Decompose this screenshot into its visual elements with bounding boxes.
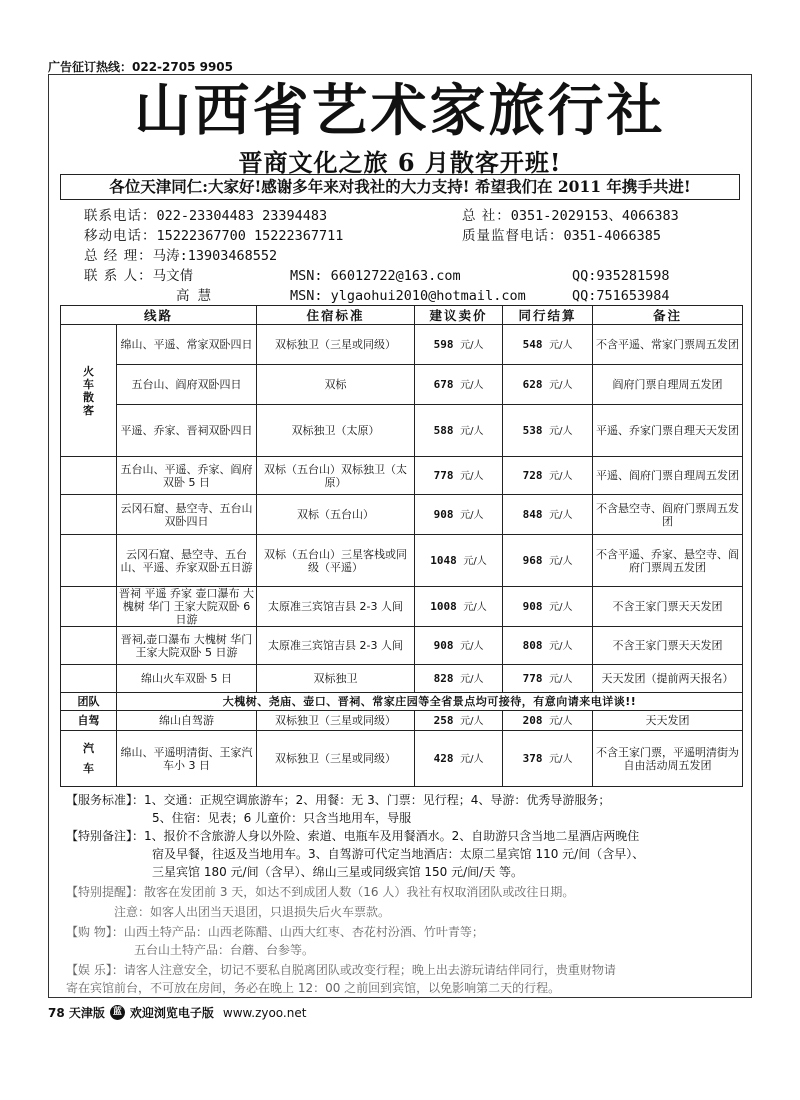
price-unit: 元/人 (460, 379, 484, 391)
net-cell (503, 665, 593, 693)
table-row (61, 535, 743, 587)
note-cell: 不含王家门票，平遥明清街为自由活动周五发团 (593, 731, 743, 787)
table-row (61, 457, 743, 495)
table-row (61, 405, 743, 457)
hotel-cell: 双标独卫（三星或同级） (257, 731, 415, 787)
price-cell-value: 1008 (430, 599, 457, 613)
contact-1-msn: MSN: 66012722@163.com (290, 268, 461, 284)
price-cell (415, 711, 503, 731)
price-unit: 元/人 (549, 470, 573, 482)
group-row (61, 693, 743, 711)
route-cell: 五台山、平遥、乔家、阎府双卧 5 日 (117, 457, 257, 495)
gm-line: 总 经 理：马涛:13903468552 (84, 248, 278, 264)
net-cell (503, 457, 593, 495)
note-cell: 不含王家门票天天发团 (593, 587, 743, 627)
col-route: 线路 (61, 306, 257, 325)
entertainment-note-1: 【娱 乐】：请客人注意安全，切记不要私自脱离团队或改变行程；晚上出去游玩请结伴同行，贵重财物请 (66, 963, 616, 977)
train-label-char: 车 (83, 377, 94, 391)
self-drive-label: 自驾 (61, 711, 117, 731)
route-price-table (60, 305, 743, 787)
note-cell: 天天发团（提前两天报名） (593, 665, 743, 693)
price-unit: 元/人 (463, 555, 487, 567)
contact-person-2: 高 慧 (176, 288, 212, 304)
route-cell: 绵山火车双卧 5 日 (117, 665, 257, 693)
route-cell: 绵山自驾游 (117, 711, 257, 731)
price-unit: 元/人 (549, 601, 573, 613)
route-cell: 平遥、乔家、晋祠双卧四日 (117, 405, 257, 457)
price-unit: 元/人 (549, 509, 573, 521)
price-unit: 元/人 (549, 425, 573, 437)
price-unit: 元/人 (463, 601, 487, 613)
train-label-char: 火 (83, 364, 94, 378)
price-cell-value: 258 (433, 713, 454, 727)
phone-line: 联系电话：022-23304483 23394483 (84, 208, 328, 224)
note-cell: 天天发团 (593, 711, 743, 731)
net-cell-value: 548 (522, 337, 543, 351)
price-unit: 元/人 (460, 673, 484, 685)
route-cell: 五台山、阎府双卧四日 (117, 365, 257, 405)
price-unit: 元/人 (460, 339, 484, 351)
price-unit: 元/人 (460, 753, 484, 765)
empty-category-cell (61, 535, 117, 587)
note-cell: 平遥、乔家门票自理天天发团 (593, 405, 743, 457)
special-reminder-1: 【特别提醒】：散客在发团前 3 天，如达不到成团人数（16 人）我社有权取消团队或改往日期。 (66, 885, 575, 899)
price-cell-value: 1048 (430, 553, 457, 567)
net-cell-value: 538 (522, 423, 543, 437)
contact-person-1: 联 系 人：马文倩 (84, 268, 194, 284)
subtitle: 晋商文化之旅 6 月散客开班! (238, 148, 562, 177)
contact-2-qq: QQ:751653984 (572, 288, 670, 304)
note-cell: 阎府门票自理周五发团 (593, 365, 743, 405)
service-standard-1: 【服务标准】：1、交通：正规空调旅游车；2、用餐：无 3、门票：见行程；4、导游：优秀导游服务； (66, 793, 611, 807)
hotel-cell: 双标（五台山）双标独卫（太原） (257, 457, 415, 495)
empty-category-cell (61, 627, 117, 665)
route-cell: 绵山、平遥明清街、王家汽车小 3 日 (117, 731, 257, 787)
empty-category-cell (61, 665, 117, 693)
special-note-1: 【特别备注】：1、报价不含旅游人身以外险、索道、电瓶车及用餐酒水。2、自助游只含当地二星酒店两晚住 (66, 829, 640, 843)
net-cell-value: 378 (522, 751, 543, 765)
contact-2-msn: MSN: ylgaohui2010@hotmail.com (290, 288, 526, 304)
bus-label-char: 车 (83, 761, 94, 775)
note-cell: 不含平遥、常家门票周五发团 (593, 325, 743, 365)
net-cell-value: 808 (522, 638, 543, 652)
route-cell: 晋祠,壶口瀑布 大槐树 华门王家大院双卧 5 日游 (117, 627, 257, 665)
price-unit: 元/人 (549, 673, 573, 685)
price-cell (415, 731, 503, 787)
net-cell (503, 587, 593, 627)
special-reminder-2: 注意：如客人出团当天退团，只退损失后火车票款。 (114, 905, 391, 919)
price-unit: 元/人 (460, 470, 484, 482)
price-unit: 元/人 (549, 715, 573, 727)
blue-logo-icon: 蓝 (110, 1005, 125, 1020)
net-cell-value: 728 (522, 468, 543, 482)
empty-category-cell (61, 495, 117, 535)
hotel-cell: 双标独卫（三星或同级） (257, 711, 415, 731)
price-unit: 元/人 (460, 425, 484, 437)
table-row (61, 587, 743, 627)
train-category-cell (61, 325, 117, 457)
hotel-cell: 双标独卫 (257, 665, 415, 693)
net-cell-value: 628 (522, 377, 543, 391)
hotel-cell: 太原准三宾馆吉县 2-3 人间 (257, 587, 415, 627)
hotel-cell: 太原准三宾馆吉县 2-3 人间 (257, 627, 415, 665)
note-cell: 不含平遥、乔家、悬空寺、阎府门票周五发团 (593, 535, 743, 587)
group-text: 大槐树、尧庙、壶口、晋祠、常家庄园等全省景点均可接待，有意向请来电详谈!! (117, 693, 743, 711)
ad-hotline: 广告征订热线：022-2705 9905 (48, 60, 234, 74)
price-cell (415, 365, 503, 405)
hotel-cell: 双标 (257, 365, 415, 405)
hotel-cell: 双标（五台山）三星客栈或同级（平遥） (257, 535, 415, 587)
table-row (61, 495, 743, 535)
page-number: 78 天津版 (48, 1006, 105, 1020)
price-unit: 元/人 (549, 379, 573, 391)
price-cell (415, 535, 503, 587)
price-unit: 元/人 (549, 753, 573, 765)
empty-category-cell (61, 587, 117, 627)
contact-1-qq: QQ:935281598 (572, 268, 670, 284)
bus-label-char: 汽 (83, 741, 94, 755)
special-note-2: 宿及早餐，往返及当地用车。3、自驾游可代定当地酒店：太原二星宾馆 110 元/间（含早）、 (152, 847, 645, 861)
hotel-cell: 双标独卫（太原） (257, 405, 415, 457)
shopping-note-1: 【购 物】：山西土特产品：山西老陈醋、山西大红枣、杏花村汾酒、竹叶青等； (66, 925, 484, 939)
net-cell-value: 968 (522, 553, 543, 567)
net-cell (503, 731, 593, 787)
table-row (61, 627, 743, 665)
col-net: 同行结算 (503, 306, 593, 325)
net-cell (503, 405, 593, 457)
empty-category-cell (61, 457, 117, 495)
net-cell (503, 535, 593, 587)
qc-line: 质量监督电话：0351-4066385 (462, 228, 662, 244)
net-cell (503, 627, 593, 665)
table-row (61, 665, 743, 693)
greeting-banner: 各位天津同仁:大家好!感谢多年来对我社的大力支持! 希望我们在 2011 年携手共进! (60, 174, 740, 200)
footer-text: 欢迎浏览电子版 (129, 1006, 214, 1020)
net-cell-value: 908 (522, 599, 543, 613)
page-footer (48, 1004, 306, 1021)
bus-category-cell (61, 731, 117, 787)
price-cell-value: 778 (433, 468, 454, 482)
net-cell (503, 365, 593, 405)
net-cell (503, 711, 593, 731)
net-cell-value: 848 (522, 507, 543, 521)
price-cell (415, 665, 503, 693)
net-cell (503, 325, 593, 365)
route-cell: 晋祠 平遥 乔家 壶口瀑布 大槐树 华门 王家大院双卧 6 日游 (117, 587, 257, 627)
hotel-cell: 双标独卫（三星或同级） (257, 325, 415, 365)
price-cell (415, 325, 503, 365)
price-cell (415, 457, 503, 495)
price-cell-value: 598 (433, 337, 454, 351)
price-unit: 元/人 (549, 339, 573, 351)
price-cell (415, 405, 503, 457)
price-unit: 元/人 (460, 509, 484, 521)
table-row (61, 325, 743, 365)
bus-row (61, 731, 743, 787)
train-label-char: 客 (83, 403, 94, 417)
note-cell: 不含悬空寺、阎府门票周五发团 (593, 495, 743, 535)
shopping-note-2: 五台山土特产品：台蘑、台参等。 (134, 943, 315, 957)
price-cell-value: 908 (433, 638, 454, 652)
note-cell: 不含王家门票天天发团 (593, 627, 743, 665)
price-unit: 元/人 (460, 715, 484, 727)
price-cell (415, 587, 503, 627)
footer-url: www.zyoo.net (222, 1005, 307, 1020)
train-label-char: 散 (83, 390, 94, 404)
self-drive-row (61, 711, 743, 731)
price-cell-value: 588 (433, 423, 454, 437)
net-cell (503, 495, 593, 535)
agency-title: 山西省艺术家旅行社 (134, 79, 666, 144)
price-unit: 元/人 (549, 555, 573, 567)
route-cell: 云冈石窟、悬空寺、五台山双卧四日 (117, 495, 257, 535)
mobile-line: 移动电话：15222367700 15222367711 (84, 228, 344, 244)
price-cell (415, 627, 503, 665)
price-cell-value: 828 (433, 671, 454, 685)
price-cell-value: 428 (433, 751, 454, 765)
col-note: 备注 (593, 306, 743, 325)
net-cell-value: 208 (522, 713, 543, 727)
group-label: 团队 (61, 693, 117, 711)
price-unit: 元/人 (460, 640, 484, 652)
table-row (61, 365, 743, 405)
col-hotel: 住宿标准 (257, 306, 415, 325)
price-cell-value: 908 (433, 507, 454, 521)
hotel-cell: 双标（五台山） (257, 495, 415, 535)
note-cell: 平遥、阎府门票自理周五发团 (593, 457, 743, 495)
entertainment-note-2: 寄在宾馆前台，不可放在房间，务必在晚上 12：00 之前回到宾馆，以免影响第二天的行程。 (66, 981, 561, 995)
price-cell (415, 495, 503, 535)
special-note-3: 三星宾馆 180 元/间（含早）、绵山三星或同级宾馆 150 元/间/天 等。 (152, 865, 524, 879)
service-standard-2: 5、住宿：见表；6 儿童价：只含当地用车，导服 (152, 811, 412, 825)
route-cell: 云冈石窟、悬空寺、五台山、平遥、乔家双卧五日游 (117, 535, 257, 587)
price-unit: 元/人 (549, 640, 573, 652)
hq-line: 总 社：0351-2029153、4066383 (462, 208, 679, 224)
table-header (61, 306, 743, 325)
price-cell-value: 678 (433, 377, 454, 391)
net-cell-value: 778 (522, 671, 543, 685)
col-price: 建议卖价 (415, 306, 503, 325)
route-cell: 绵山、平遥、常家双卧四日 (117, 325, 257, 365)
